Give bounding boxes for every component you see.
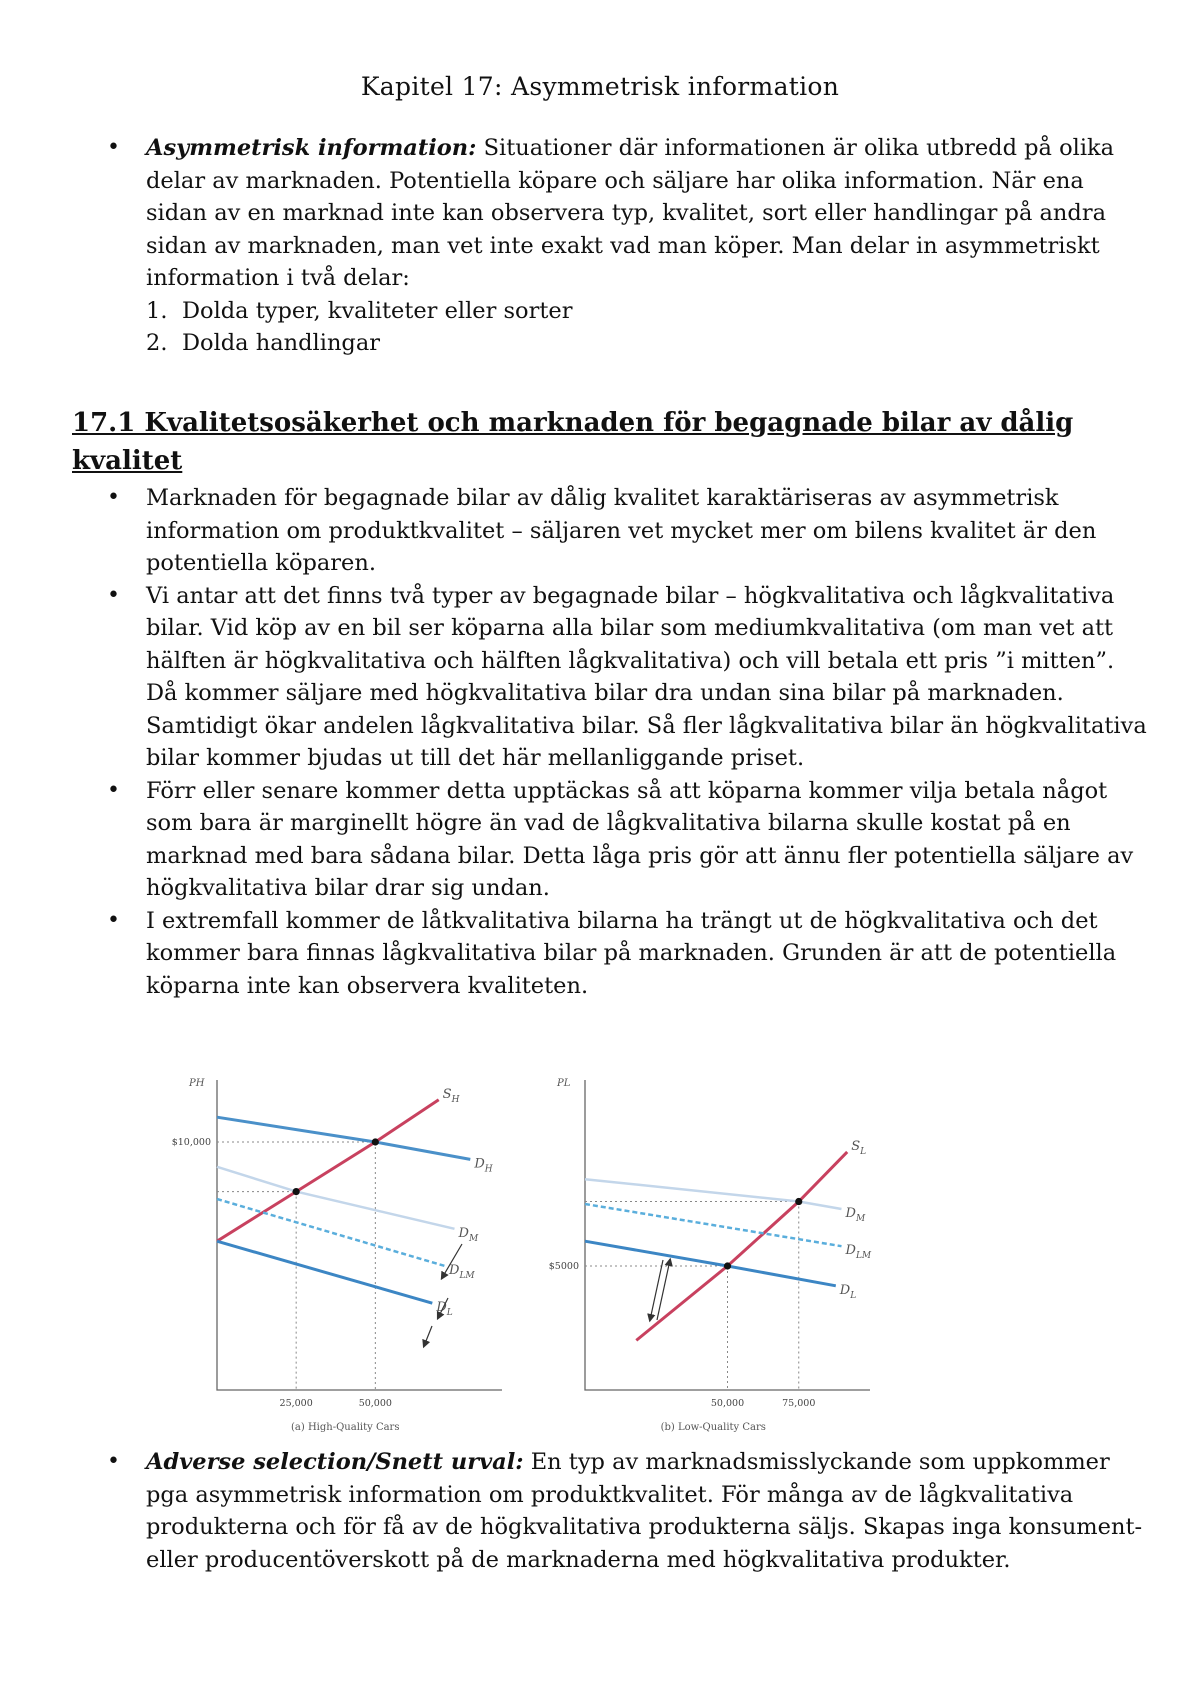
series-label: $D_M$: [845, 1205, 866, 1224]
shift-arrow: [650, 1260, 663, 1320]
x-tick-label: 50,000: [710, 1398, 745, 1409]
series-line-d-l: [217, 1241, 432, 1303]
equilibrium-point: [372, 1138, 379, 1145]
list-item: • Förr eller senare kommer detta upptäckas så att köparna kommer vilja betala något som bara är marginellt högre än vad de lågkvalitativa bilarna skulle kostat på en marknad med bara sådana bilar. Detta låga pris gör att ännu fler potentiella säljare av högkvalitativa bilar drar sig undan.: [72, 775, 1152, 905]
y-tick-label: $10,000: [171, 1137, 211, 1148]
definition-text: En typ av marknadsmisslyckande som uppkommer pga asymmetrisk information om produktkvalitet. För många av de lågkvalitativa produkterna och för få av de högkvalitativa produkterna säljs. Skapas inga konsument- eller producentöverskott på de marknaderna med högkvalitativa produkter.: [146, 1449, 1143, 1573]
list-item: • I extremfall kommer de låtkvalitativa bilarna ha trängt ut de högkvalitativa och det kommer bara finnas lågkvalitativa bilar på marknaden. Grunden är att de potentiella köparna inte kan observera kvaliteten.: [72, 905, 1152, 1003]
series-label: $D_L$: [839, 1282, 857, 1301]
intro-section: [72, 132, 1152, 360]
guide-line: [217, 1192, 296, 1390]
series-line-d-lm: [585, 1204, 842, 1246]
list-item: 2. Dolda handlingar: [146, 330, 381, 356]
axes: [585, 1080, 870, 1390]
series-line-d-m: [585, 1179, 842, 1209]
series-line-d-lm: [217, 1199, 445, 1266]
x-tick-label: 75,000: [782, 1398, 816, 1409]
chart-panel-a: [172, 1078, 502, 1433]
section-bullets: [72, 482, 1152, 1002]
term-asymmetric-information: Asymmetrisk information:: [146, 135, 477, 161]
chart-panel-b: [549, 1078, 872, 1433]
list-item: • Vi antar att det finns två typer av begagnade bilar – högkvalitativa och lågkvalitativa bilar. Vid köp av en bil ser köparna alla bilar som mediumkvalitativa (om man vet att hälften är högkvalitativa och hälften lågkvalitativa) och vill betala ett pris ”i mitten”. Då kommer säljare med högkvalitativa bilar dra undan sina bilar på marknaden. Samtidigt ökar andelen lågkvalitativa bilar. Så fler lågkvalitativa bilar än högkvalitativa bilar kommer bjudas ut till det här mellanliggande priset.: [72, 580, 1152, 775]
panel-caption: (b) Low-Quality Cars: [660, 1422, 766, 1433]
series-label: $D_{LM}$: [449, 1263, 475, 1281]
series-label: $D_H$: [474, 1156, 493, 1175]
lemons-market-figure: [160, 1048, 920, 1443]
term-adverse-selection: Adverse selection/Snett urval:: [146, 1449, 524, 1475]
series-label: $S_L$: [851, 1138, 867, 1157]
series-line-d-h: [217, 1117, 470, 1159]
hidden-info-list: [146, 295, 1152, 360]
series-label: $D_M$: [458, 1225, 479, 1244]
x-tick-label: 25,000: [279, 1398, 313, 1409]
shift-arrow: [657, 1260, 670, 1320]
panel-caption: (a) High-Quality Cars: [291, 1422, 400, 1433]
section-heading: 17.1 Kvalitetsosäkerhet och marknaden för begagnade bilar av dålig kvalitet: [72, 408, 1074, 476]
shift-arrow: [424, 1326, 432, 1346]
series-label: $D_{LM}$: [845, 1243, 872, 1262]
definition-text: Situationer där informationen är olika utbredd på olika delar av marknaden. Potentiella köpare och säljare har olika information. När ena sidan av en marknad inte kan observera typ, kvalitet, sort eller handlingar på andra sidan av marknaden, man vet inte exakt vad man köper. Man delar in asymmetriskt information i två delar:: [146, 135, 1115, 291]
list-item: [72, 132, 1152, 360]
equilibrium-point: [724, 1262, 731, 1269]
page-title: Kapitel 17: Asymmetrisk information: [360, 72, 840, 101]
series-line-s-l: [636, 1152, 847, 1341]
y-axis-label: PH: [189, 1078, 205, 1089]
list-item: [72, 1446, 1152, 1576]
equilibrium-point: [795, 1198, 802, 1205]
list-item: • Marknaden för begagnade bilar av dålig kvalitet karaktäriseras av asymmetrisk information om produktkvalitet – säljaren vet mycket mer om bilens kvalitet är den potentiella köparen.: [72, 482, 1152, 580]
series-label: $D_L$: [436, 1300, 453, 1319]
series-label: $S_H$: [442, 1086, 460, 1105]
x-tick-label: 50,000: [358, 1398, 392, 1409]
list-item: 1. Dolda typer, kvaliteter eller sorter: [146, 297, 573, 324]
y-axis-label: PL: [557, 1078, 571, 1089]
adverse-selection-section: [72, 1446, 1152, 1576]
y-tick-label: $5000: [548, 1261, 579, 1272]
equilibrium-point: [293, 1188, 300, 1195]
